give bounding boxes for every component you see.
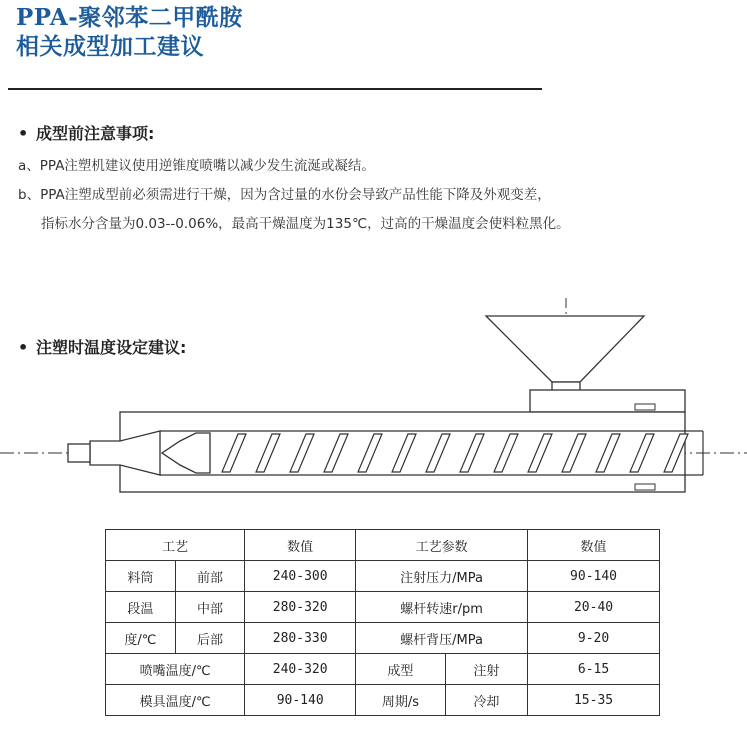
zone-label: 中部 <box>175 592 245 623</box>
cool-value: 15-35 <box>528 685 660 716</box>
nozzle-temp-value: 240-320 <box>245 654 356 685</box>
bullet-icon: • <box>18 338 29 357</box>
injection-machine-diagram <box>0 290 747 510</box>
section-pre-molding-heading <box>18 121 154 144</box>
table-row <box>106 592 660 623</box>
header-param-value: 数值 <box>528 530 660 561</box>
note-item-a: a、PPA注塑机建议使用逆锥度喷嘴以减少发生流涎或凝结。 <box>18 158 375 174</box>
barrel-label-1: 料筒 <box>106 561 176 592</box>
cycle-label-2: 周期/s <box>356 685 446 716</box>
section-pre-molding-title: 成型前注意事项: <box>36 124 155 143</box>
feed-block <box>530 390 685 412</box>
mount-slot-top <box>635 404 655 410</box>
table-header-row <box>106 530 660 561</box>
header-process-param: 工艺参数 <box>356 530 528 561</box>
cycle-label-1: 成型 <box>356 654 446 685</box>
zone-label: 后部 <box>175 623 245 654</box>
inject-value: 6-15 <box>528 654 660 685</box>
param-value: 20-40 <box>528 592 660 623</box>
zone-value: 240-300 <box>245 561 356 592</box>
table-row <box>106 561 660 592</box>
table-row <box>106 654 660 685</box>
mold-temp-label: 模具温度/℃ <box>106 685 245 716</box>
cool-label: 冷却 <box>445 685 527 716</box>
header-value: 数值 <box>245 530 356 561</box>
zone-value: 280-320 <box>245 592 356 623</box>
mold-temp-value: 90-140 <box>245 685 356 716</box>
zone-value: 280-330 <box>245 623 356 654</box>
bullet-icon: • <box>18 124 29 143</box>
zone-label: 前部 <box>175 561 245 592</box>
title-line-1: PPA-聚邻苯二甲酰胺 <box>16 4 243 31</box>
barrel-label-3: 度/℃ <box>106 623 176 654</box>
note-item-b-line-1: b、PPA注塑成型前必须需进行干燥，因为含过量的水份会导致产品性能下降及外观变差， <box>18 187 551 203</box>
title-line-2: 相关成型加工建议 <box>16 33 204 60</box>
nozzle-temp-label: 喷嘴温度/℃ <box>106 654 245 685</box>
table-row <box>106 623 660 654</box>
barrel-label-2: 段温 <box>106 592 176 623</box>
nozzle-tip <box>68 444 90 462</box>
inject-label: 注射 <box>445 654 527 685</box>
header-process: 工艺 <box>106 530 245 561</box>
param-label: 螺杆背压/MPa <box>356 623 528 654</box>
process-parameter-table <box>105 529 660 716</box>
param-label: 注射压力/MPa <box>356 561 528 592</box>
note-item-b-line-2: 指标水分含量为0.03--0.06%，最高干燥温度为135℃，过高的干燥温度会使料粒黑化。 <box>41 216 570 232</box>
hopper-funnel <box>486 316 644 382</box>
mount-slot-bottom <box>635 484 655 490</box>
param-value: 90-140 <box>528 561 660 592</box>
table-row <box>106 685 660 716</box>
param-value: 9-20 <box>528 623 660 654</box>
param-label: 螺杆转速r/pm <box>356 592 528 623</box>
section-temperature-title: 注塑时温度设定建议: <box>36 338 187 357</box>
title-divider <box>8 88 542 90</box>
